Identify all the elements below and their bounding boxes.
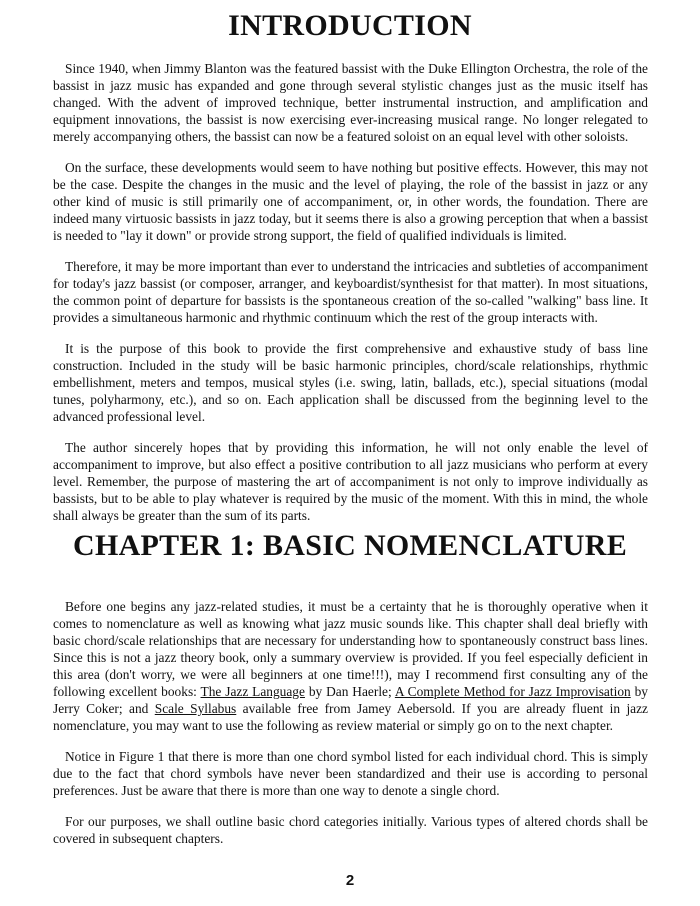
intro-paragraph-1: Since 1940, when Jimmy Blanton was the featured bassist with the Duke Ellington Orchestra, the role of the bassist in jazz music has expanded and gone through several stylistic changes just as the music itself has changed. With the advent of improved technique, better instrumental instruction, and amplification and equipment innovations, the bassist is now exercising ever-increasing musical range. No longer relegated to merely accompanying others, the bassist can now be a featured soloist on an equal level with other soloists. — [53, 61, 648, 144]
introduction-body — [53, 60, 648, 538]
chapter-1-paragraph-1 — [53, 598, 648, 734]
book-title-jazz-language: The Jazz Language — [200, 684, 305, 699]
p1-text-by-haerle: by Dan Haerle; — [304, 684, 395, 699]
intro-paragraph-2: On the surface, these developments would seem to have nothing but positive effects. However, this may not be the case. Despite the changes in the music and the level of playing, the role of the bassist in jazz or any other kind of music is still primarily one of accompaniment, or, in other words, the foundation. There are indeed many virtuosic bassists in jazz today, but it seems there is also a growing perception that when a bassist is needed to "lay it down" or provide strong support, the field of qualified individuals is limited. — [53, 160, 648, 243]
book-title-complete-method: A Complete Method for Jazz Improvisation — [394, 684, 631, 699]
book-title-scale-syllabus: Scale Syllabus — [154, 701, 237, 716]
chapter-1-heading: CHAPTER 1: BASIC NOMENCLATURE — [72, 529, 628, 562]
chapter-1-paragraph-3: For our purposes, we shall outline basic chord categories initially. Various types of altered chords shall be covered in subsequent chapters. — [53, 814, 648, 846]
page-number: 2 — [345, 872, 355, 889]
chapter-1-body — [53, 598, 648, 861]
chapter-1-paragraph-2: Notice in Figure 1 that there is more than one chord symbol listed for each individual chord. This is simply due to the fact that chord symbols have never been standardized and their use is according to personal preferences. Just be aware that there is more than one way to denote a single chord. — [53, 749, 648, 798]
intro-paragraph-4: It is the purpose of this book to provide the first comprehensive and exhaustive study of bass line construction. Included in the study will be basic harmonic principles, chord/scale relationships, rhythmic embellishment, meters and tempos, musical styles (i.e. swing, latin, ballads, etc.), special situations (modal tunes, polyharmony, etc.), and so on. Each application shall be discussed from the beginning level to the advanced professional level. — [53, 341, 648, 424]
p1-text-end: available free from Jamey Aebersold. If you are already fluent in jazz nomenclature, you may want to use the following as review material or simply go on to the next chapter. — [53, 701, 649, 733]
intro-paragraph-5: The author sincerely hopes that by providing this information, he will not only enable the level of accompaniment to improve, but also effect a positive contribution to all jazz musicians who perform at every level. Remember, the purpose of mastering the art of accompaniment is not only to improve individually as bassists, but to be able to play whatever is required by the music of the moment. With this in mind, the whole shall always be greater than the sum of its parts. — [53, 440, 648, 523]
introduction-heading: INTRODUCTION — [228, 9, 472, 42]
p1-text-start: Before one begins any jazz-related studies, it must be a certainty that he is thoroughly operative when it comes to nomenclature as well as knowing what jazz music sounds like. This chapter shall deal briefly with basic chord/scale relationships that are necessary for understanding how to spontaneously construct bass lines. Since this is not a jazz theory book, only a summary overview is provided. If you feel especially deficient in this area (don't worry, we were all beginners at one time!!!), may I recommend first consulting any of the following excellent books: — [53, 599, 648, 699]
intro-paragraph-3: Therefore, it may be more important than ever to understand the intricacies and subtleties of accompaniment for today's jazz bassist (or composer, arranger, and keyboardist/synthesist for that matter). In most situations, the common point of departure for bassists is the spontaneous creation of the so-called "walking" bass line. It provides a simultaneous harmonic and rhythmic continuum which the rest of the group interacts with. — [53, 259, 648, 325]
p1-text-by-coker: by Jerry Coker; and — [53, 684, 648, 716]
